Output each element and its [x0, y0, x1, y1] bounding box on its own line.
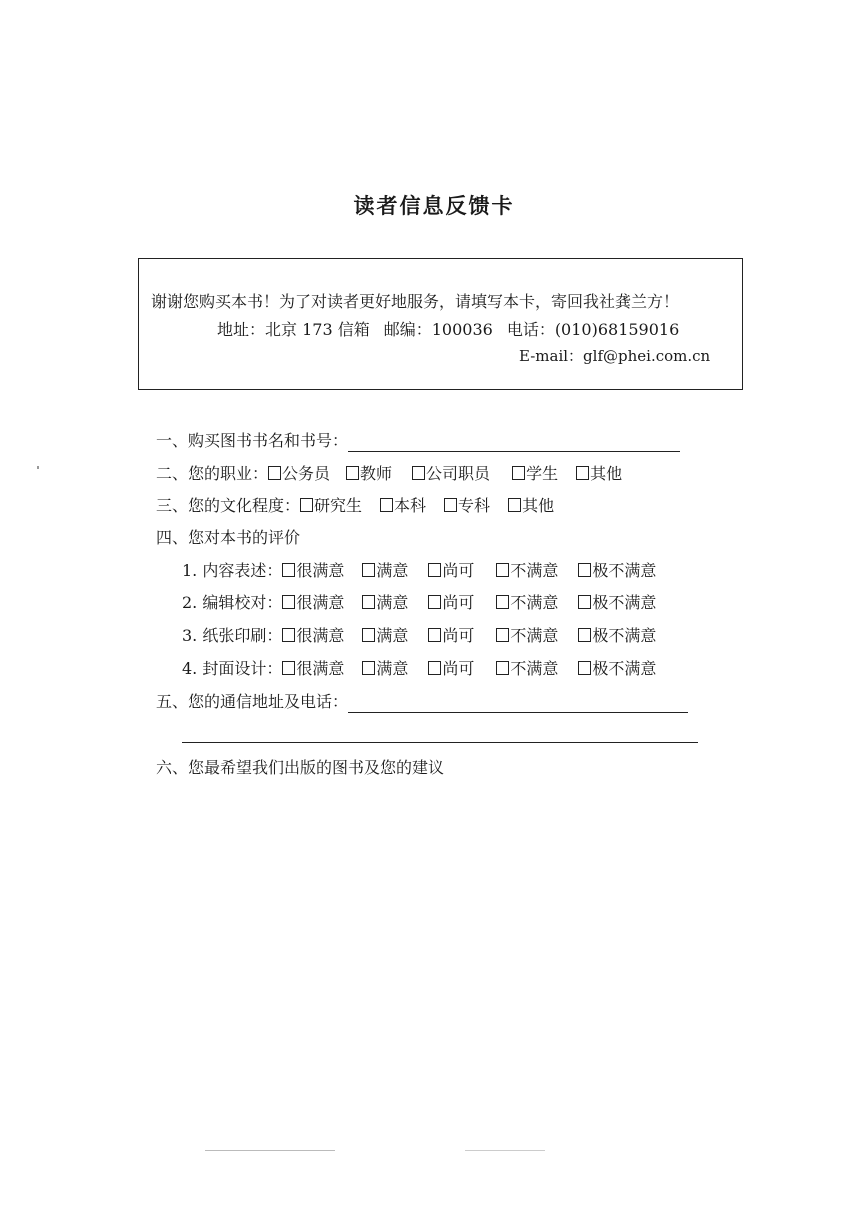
rating-option[interactable]: 尚可	[428, 625, 474, 647]
checkbox[interactable]	[578, 595, 591, 609]
rating-option[interactable]: 很满意	[282, 592, 344, 614]
question-occupation	[156, 463, 622, 485]
checkbox[interactable]	[444, 498, 457, 512]
rating-item-label: 4. 封面设计：	[182, 659, 283, 678]
rating-option[interactable]: 极不满意	[578, 560, 656, 582]
question-label: 一、购买图书书名和书号：	[156, 431, 349, 450]
rating-option[interactable]: 不满意	[496, 658, 558, 680]
question-education	[156, 495, 554, 517]
rating-option[interactable]: 很满意	[282, 658, 344, 680]
thanks-text: 谢谢您购买本书！为了对读者更好地服务，请填写本卡，寄回我社龚兰方！	[151, 292, 680, 311]
option-occupation[interactable]: 教师	[346, 463, 392, 485]
rating-item-label: 1. 内容表述：	[182, 561, 283, 580]
rating-option[interactable]: 极不满意	[578, 625, 656, 647]
rating-option[interactable]: 尚可	[428, 592, 474, 614]
checkbox[interactable]	[508, 498, 521, 512]
option-occupation[interactable]: 公务员	[268, 463, 330, 485]
question-label: 五、您的通信地址及电话：	[156, 692, 349, 711]
option-education[interactable]: 专科	[444, 495, 490, 517]
checkbox[interactable]	[362, 661, 375, 675]
rating-row	[182, 560, 656, 582]
address-text: 地址：北京 173 信箱	[217, 320, 370, 339]
checkbox[interactable]	[282, 563, 295, 577]
checkbox[interactable]	[578, 628, 591, 642]
rating-option[interactable]: 满意	[362, 658, 408, 680]
rating-item-label: 3. 纸张印刷：	[182, 626, 283, 645]
question-label: 二、您的职业：	[156, 464, 269, 483]
question-address	[156, 691, 688, 713]
postcode-text: 邮编：100036	[383, 320, 493, 339]
option-education[interactable]: 其他	[508, 495, 554, 517]
rating-option[interactable]: 尚可	[428, 658, 474, 680]
notice-box	[138, 258, 743, 390]
rating-option[interactable]: 极不满意	[578, 658, 656, 680]
address-field[interactable]	[348, 696, 688, 713]
checkbox[interactable]	[428, 628, 441, 642]
rating-option[interactable]: 满意	[362, 592, 408, 614]
page-title: 读者信息反馈卡	[353, 194, 515, 218]
option-occupation[interactable]: 学生	[512, 463, 558, 485]
address-field-line2[interactable]	[182, 742, 698, 743]
rating-option[interactable]: 极不满意	[578, 592, 656, 614]
checkbox[interactable]	[428, 661, 441, 675]
rating-option[interactable]: 很满意	[282, 560, 344, 582]
option-occupation[interactable]: 其他	[576, 463, 622, 485]
checkbox[interactable]	[428, 595, 441, 609]
checkbox[interactable]	[496, 563, 509, 577]
checkbox[interactable]	[282, 595, 295, 609]
option-education[interactable]: 研究生	[300, 495, 362, 517]
contact-line	[217, 317, 679, 340]
checkbox[interactable]	[496, 628, 509, 642]
checkbox[interactable]	[362, 563, 375, 577]
rating-option[interactable]: 很满意	[282, 625, 344, 647]
question-label: 三、您的文化程度：	[156, 496, 301, 515]
checkbox[interactable]	[346, 466, 359, 480]
rating-option[interactable]: 不满意	[496, 592, 558, 614]
question-evaluation: 四、您对本书的评价	[156, 528, 301, 547]
rating-option[interactable]: 不满意	[496, 625, 558, 647]
checkbox[interactable]	[496, 595, 509, 609]
rating-option[interactable]: 满意	[362, 560, 408, 582]
question-suggestions: 六、您最希望我们出版的图书及您的建议	[156, 758, 445, 777]
checkbox[interactable]	[412, 466, 425, 480]
rating-option[interactable]: 满意	[362, 625, 408, 647]
scan-speck	[37, 466, 39, 469]
rating-option[interactable]: 不满意	[496, 560, 558, 582]
scan-smudge	[465, 1150, 545, 1151]
rating-row	[182, 625, 656, 647]
rating-row	[182, 658, 656, 680]
rating-row	[182, 592, 656, 614]
checkbox[interactable]	[300, 498, 313, 512]
checkbox[interactable]	[578, 661, 591, 675]
checkbox[interactable]	[428, 563, 441, 577]
book-title-field[interactable]	[348, 435, 680, 452]
checkbox[interactable]	[578, 563, 591, 577]
checkbox[interactable]	[362, 628, 375, 642]
checkbox[interactable]	[512, 466, 525, 480]
option-occupation[interactable]: 公司职员	[412, 463, 490, 485]
checkbox[interactable]	[268, 466, 281, 480]
rating-option[interactable]: 尚可	[428, 560, 474, 582]
checkbox[interactable]	[282, 661, 295, 675]
checkbox[interactable]	[496, 661, 509, 675]
checkbox[interactable]	[380, 498, 393, 512]
checkbox[interactable]	[576, 466, 589, 480]
scan-smudge	[205, 1150, 335, 1151]
option-education[interactable]: 本科	[380, 495, 426, 517]
email-text: E-mail：glf@phei.com.cn	[519, 347, 711, 365]
rating-item-label: 2. 编辑校对：	[182, 593, 283, 612]
phone-text: 电话：(010)68159016	[506, 320, 680, 339]
question-book-title	[156, 430, 680, 452]
checkbox[interactable]	[282, 628, 295, 642]
checkbox[interactable]	[362, 595, 375, 609]
